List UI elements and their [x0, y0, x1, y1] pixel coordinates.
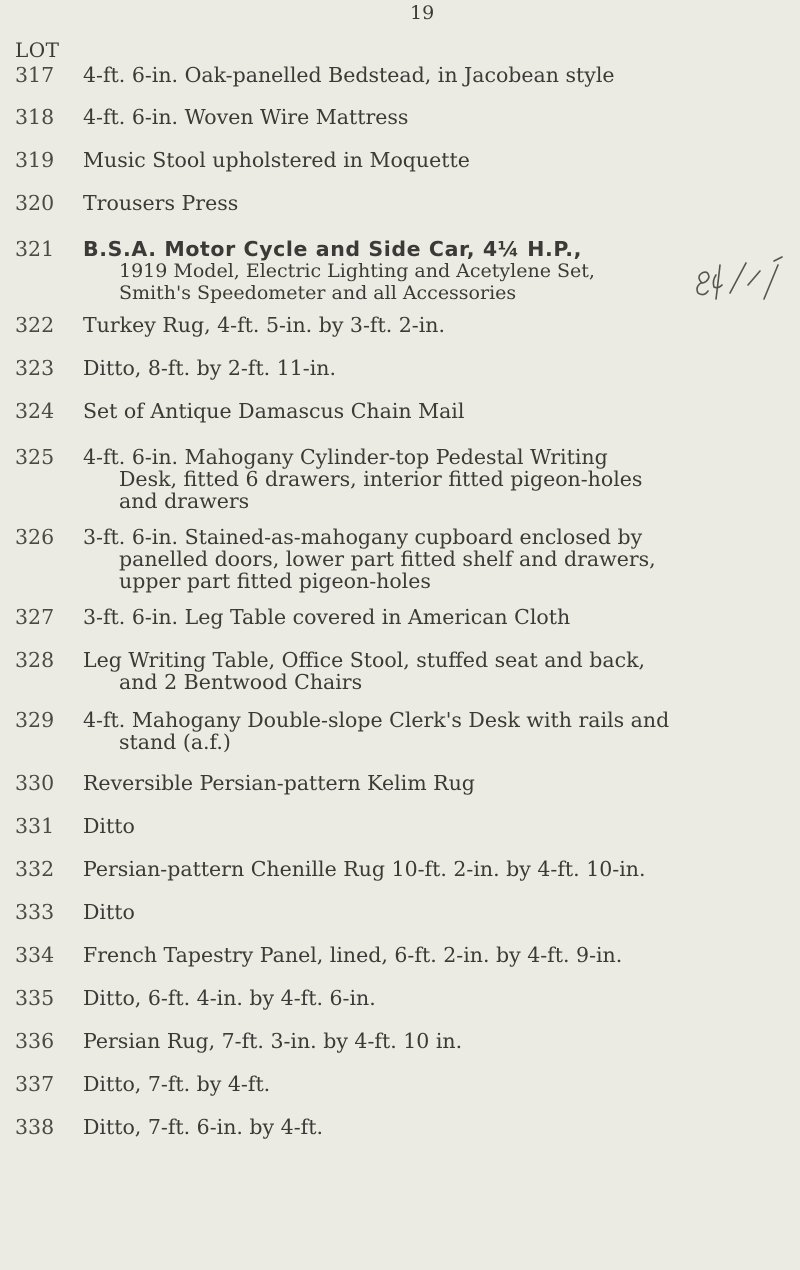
lot-entry-321	[15, 238, 740, 304]
lot-entry-331	[15, 815, 740, 837]
lot-number: 321	[15, 237, 55, 261]
lot-entry-318	[15, 106, 740, 128]
lot-number: 325	[15, 445, 55, 469]
lot-description: Reversible Persian-pattern Kelim Rug	[83, 771, 475, 795]
lot-description: Ditto	[83, 814, 135, 838]
lot-description: B.S.A. Motor Cycle and Side Car, 4¼ H.P.,	[83, 237, 583, 261]
lot-description: Turkey Rug, 4-ft. 5-in. by 3-ft. 2-in.	[83, 313, 446, 337]
lot-number: 324	[15, 399, 55, 423]
lot-number: 327	[15, 605, 55, 629]
lot-description: panelled doors, lower part fitted shelf and drawers,	[119, 547, 656, 571]
lot-entry-325	[15, 446, 740, 512]
lot-entry-322	[15, 314, 740, 336]
lot-description: Ditto, 6-ft. 4-in. by 4-ft. 6-in.	[83, 986, 376, 1010]
lot-entry-324	[15, 400, 740, 422]
lot-number: 318	[15, 105, 55, 129]
lot-description: Music Stool upholstered in Moquette	[83, 148, 470, 172]
lot-entry-319	[15, 149, 740, 171]
lot-entry-328	[15, 649, 740, 693]
lot-number: 330	[15, 771, 55, 795]
lot-number: 331	[15, 814, 55, 838]
lot-description: Leg Writing Table, Office Stool, stuffed seat and back,	[83, 648, 646, 672]
lot-number: 320	[15, 191, 55, 215]
lot-description: Persian Rug, 7-ft. 3-in. by 4-ft. 10 in.	[83, 1029, 463, 1053]
lot-entry-338	[15, 1116, 740, 1138]
lot-description: upper part fitted pigeon-holes	[119, 569, 431, 593]
lot-description: Ditto	[83, 900, 135, 924]
lot-description: Ditto, 7-ft. by 4-ft.	[83, 1072, 271, 1096]
lot-description: and 2 Bentwood Chairs	[119, 670, 363, 694]
lot-entry-329	[15, 709, 740, 753]
lot-description: Trousers Press	[83, 191, 239, 215]
lot-entry-317	[15, 64, 740, 86]
lot-number: 319	[15, 148, 55, 172]
handwritten-price-mark-icon	[690, 255, 790, 305]
lot-description: 4-ft. 6-in. Mahogany Cylinder-top Pedestal Writing	[83, 445, 608, 469]
lot-number: 334	[15, 943, 55, 967]
lot-description: French Tapestry Panel, lined, 6-ft. 2-in. by 4-ft. 9-in.	[83, 943, 623, 967]
lot-number: 322	[15, 313, 55, 337]
lot-description: 3-ft. 6-in. Leg Table covered in American Cloth	[83, 605, 571, 629]
lot-description: and drawers	[119, 489, 250, 513]
lot-number: 323	[15, 356, 55, 380]
lot-number: 328	[15, 648, 55, 672]
page-number: 19	[410, 2, 435, 24]
lot-entry-327	[15, 606, 740, 628]
lot-entry-335	[15, 987, 740, 1009]
lot-description: Ditto, 8-ft. by 2-ft. 11-in.	[83, 356, 337, 380]
lot-number: 317	[15, 63, 55, 87]
lot-number: 326	[15, 525, 55, 549]
lot-number: 332	[15, 857, 55, 881]
lot-entry-326	[15, 526, 740, 592]
lot-number: 336	[15, 1029, 55, 1053]
lot-number: 335	[15, 986, 55, 1010]
lot-entry-334	[15, 944, 740, 966]
lot-description: 4-ft. 6-in. Woven Wire Mattress	[83, 105, 409, 129]
lot-description: Smith's Speedometer and all Accessories	[119, 282, 517, 304]
lot-entry-337	[15, 1073, 740, 1095]
lot-description: Desk, fitted 6 drawers, interior fitted pigeon-holes	[119, 467, 643, 491]
lot-entry-333	[15, 901, 740, 923]
lot-number: 338	[15, 1115, 55, 1139]
lot-description: Ditto, 7-ft. 6-in. by 4-ft.	[83, 1115, 323, 1139]
lot-entry-323	[15, 357, 740, 379]
lot-entry-336	[15, 1030, 740, 1052]
lot-entry-320	[15, 192, 740, 214]
lot-description: 4-ft. 6-in. Oak-panelled Bedstead, in Jacobean style	[83, 63, 615, 87]
lot-column-header: LOT	[15, 38, 60, 62]
lot-number: 333	[15, 900, 55, 924]
lot-description: 1919 Model, Electric Lighting and Acetylene Set,	[119, 260, 595, 282]
lot-number: 329	[15, 708, 55, 732]
lot-description: Set of Antique Damascus Chain Mail	[83, 399, 465, 423]
lot-description: stand (a.f.)	[119, 730, 231, 754]
lot-entry-330	[15, 772, 740, 794]
lot-description: 3-ft. 6-in. Stained-as-mahogany cupboard enclosed by	[83, 525, 643, 549]
lot-entry-332	[15, 858, 740, 880]
lot-description: 4-ft. Mahogany Double-slope Clerk's Desk with rails and	[83, 708, 670, 732]
lot-description: Persian-pattern Chenille Rug 10-ft. 2-in. by 4-ft. 10-in.	[83, 857, 646, 881]
lot-number: 337	[15, 1072, 55, 1096]
